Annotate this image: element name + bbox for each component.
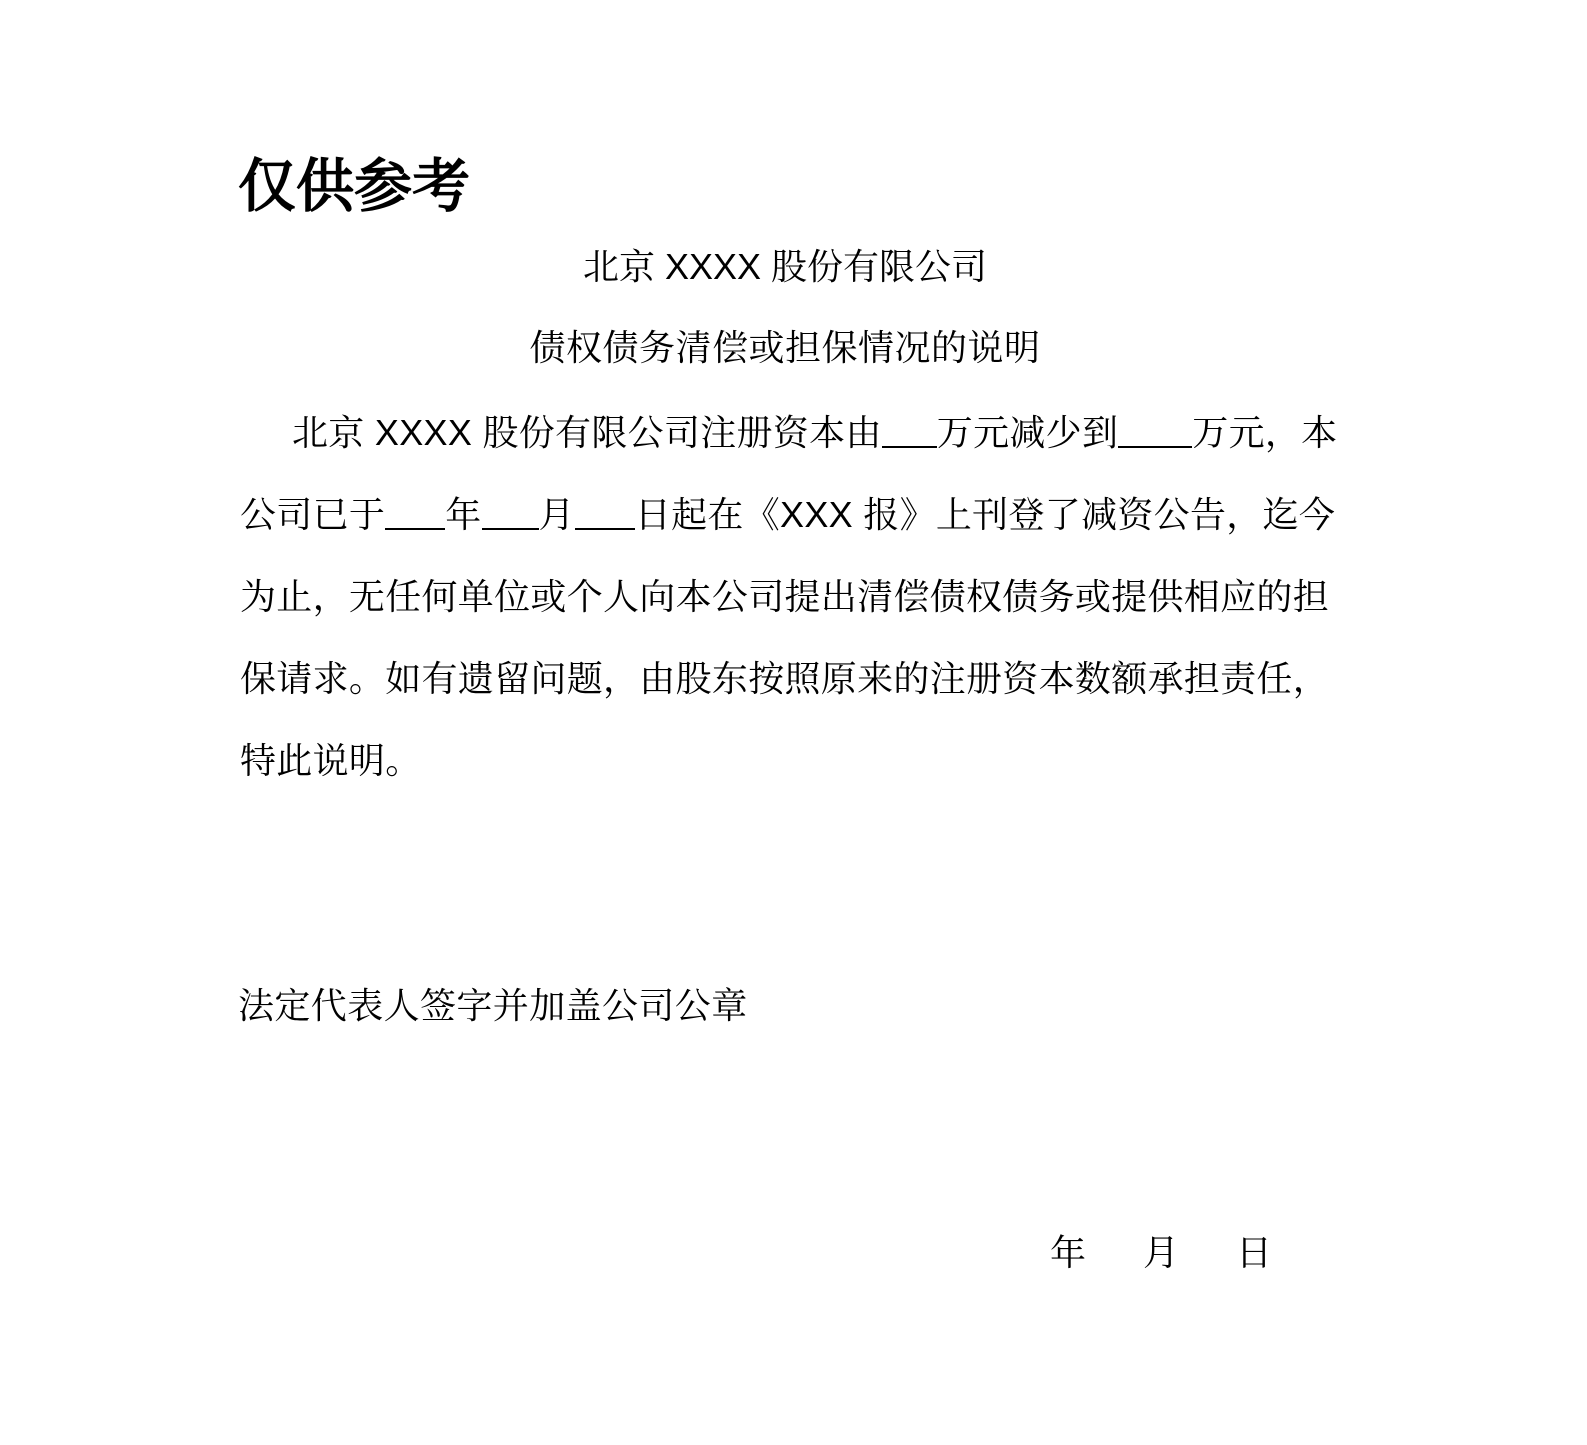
- body-line-5: [240, 720, 1330, 802]
- body-text-segment: 北京 XXXX 股份有限公司注册资本由: [292, 412, 882, 453]
- date-year-label: 年: [1050, 1232, 1087, 1273]
- date-day-label: 日: [1236, 1232, 1273, 1273]
- body-text-segment: 公司已于: [240, 494, 386, 535]
- blank-field-day: [575, 528, 635, 530]
- blank-field-original-capital: [882, 446, 937, 448]
- body-text-segment: 为止，无任何单位或个人向本公司提出清偿债权债务或提供相应的担: [240, 576, 1330, 617]
- company-name-heading: 北京 XXXX 股份有限公司: [582, 246, 988, 287]
- body-line-4: [240, 638, 1330, 720]
- body-text-segment: 万元减少到: [936, 412, 1119, 453]
- body-text-segment: 特此说明。: [240, 740, 422, 781]
- reference-only-notice: 仅供参考: [238, 154, 471, 219]
- blank-field-month: [482, 528, 539, 530]
- document-title: 债权债务清偿或担保情况的说明: [529, 327, 1041, 368]
- body-line-3: [240, 556, 1330, 638]
- statement-body: [240, 392, 1338, 802]
- blank-field-year: [385, 528, 445, 530]
- body-text-segment: 万元，本: [1192, 412, 1338, 453]
- blank-field-new-capital: [1118, 446, 1192, 448]
- body-text-segment: 日起在《XXX 报》上刊登了减资公告，迄今: [634, 494, 1336, 535]
- body-text-segment: 保请求。如有遗留问题，由股东按照原来的注册资本数额承担责任，: [240, 658, 1330, 699]
- body-line-1: [240, 392, 1338, 474]
- body-text-segment: 年: [445, 494, 482, 535]
- body-text-segment: 月: [538, 494, 575, 535]
- signature-instruction: 法定代表人签字并加盖公司公章: [238, 985, 748, 1026]
- body-line-2: [240, 474, 1336, 556]
- date-month-label: 月: [1143, 1232, 1180, 1273]
- date-line: [1050, 1228, 1272, 1278]
